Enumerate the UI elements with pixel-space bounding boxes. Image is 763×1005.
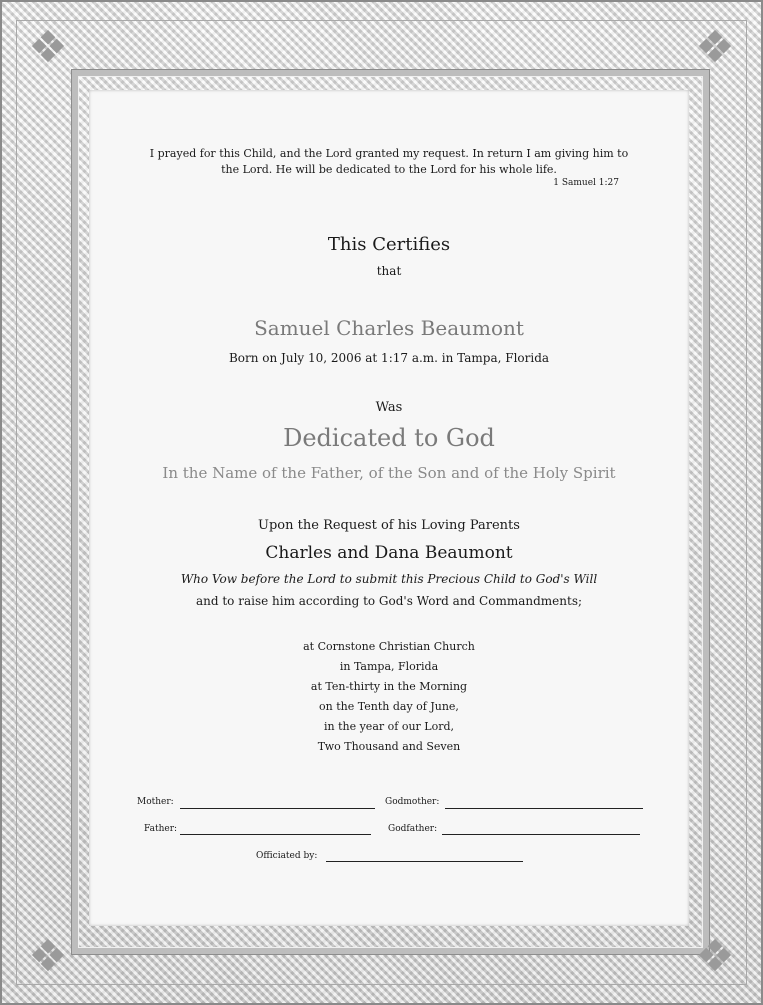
officiated-signature-line (326, 861, 523, 862)
godfather-signature-line (442, 834, 640, 835)
verse-line-2: the Lord. He will be dedicated to the Lord for his whole life. (221, 163, 557, 176)
dedication-title: Dedicated to God (283, 424, 495, 452)
place-line: in Tampa, Florida (339, 660, 439, 673)
place-line: in the year of our Lord, (323, 720, 455, 733)
that-text: that (376, 264, 402, 278)
corner-ornament-icon: ❖ (695, 22, 735, 73)
scripture-verse (89, 146, 689, 178)
verse-line-1: I prayed for this Child, and the Lord granted my request. In return I am giving him to (149, 147, 629, 160)
godmother-signature-line (445, 808, 643, 809)
place-line: at Ten-thirty in the Morning (310, 680, 468, 693)
verse-reference: 1 Samuel 1:27 (553, 178, 619, 188)
mother-signature-line (180, 808, 375, 809)
place-line: Two Thousand and Seven (317, 740, 461, 753)
father-signature-line (180, 834, 371, 835)
officiated-label: Officiated by: (256, 851, 318, 861)
child-name: Samuel Charles Beaumont (254, 316, 524, 340)
father-label: Father: (144, 824, 178, 834)
certifies-heading: This Certifies (327, 234, 451, 255)
vow-line-1: Who Vow before the Lord to submit this Precious Child to God's Will (180, 572, 598, 586)
parents-request: Upon the Request of his Loving Parents (258, 518, 520, 533)
parents-names: Charles and Dana Beaumont (265, 543, 513, 563)
godmother-label: Godmother: (385, 797, 440, 807)
trinity-line: In the Name of the Father, of the Son and of the Holy Spirit (162, 464, 616, 482)
corner-ornament-icon: ❖ (695, 931, 735, 982)
place-line: on the Tenth day of June, (319, 700, 459, 713)
vow-line-2: and to raise him according to God's Word and Commandments; (195, 594, 583, 608)
was-text: Was (375, 400, 403, 415)
godfather-label: Godfather: (388, 824, 438, 834)
corner-ornament-icon: ❖ (28, 22, 68, 73)
place-line: at Cornstone Christian Church (303, 640, 475, 653)
birth-details: Born on July 10, 2006 at 1:17 a.m. in Tampa, Florida (228, 351, 550, 365)
mother-label: Mother: (137, 797, 174, 807)
corner-ornament-icon: ❖ (28, 931, 68, 982)
certificate-paper (89, 90, 689, 926)
